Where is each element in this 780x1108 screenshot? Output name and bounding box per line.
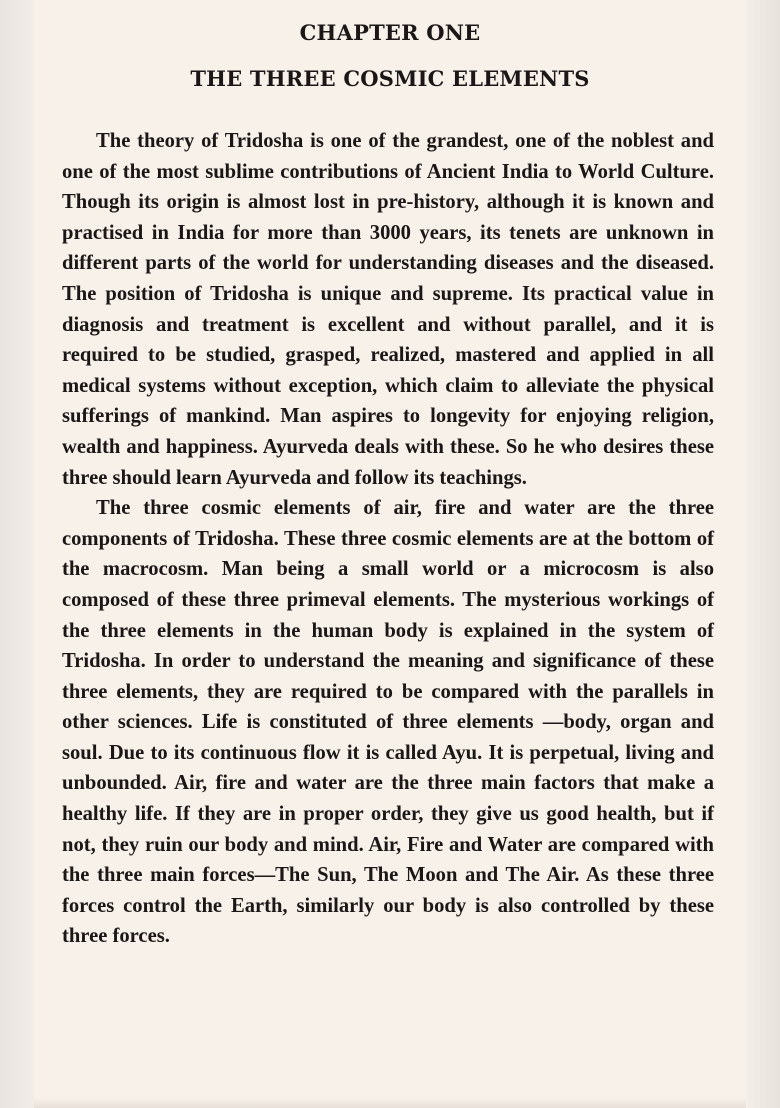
book-page xyxy=(34,0,746,1108)
chapter-heading: CHAPTER ONE xyxy=(299,20,481,45)
left-margin xyxy=(0,0,34,1108)
page-bottom-edge xyxy=(34,1098,746,1108)
right-margin xyxy=(746,0,780,1108)
paragraph-1: The theory of Tridosha is one of the grandest, one of the noblest and one of the most sublime contributions of Ancient India to World Culture. Though its origin is almost lost in pre-history, although it is known and practised in India for more than 3000 years, its tenets are unknown in different parts of the world for understanding diseases and the diseased. The position of Tridosha is unique and supreme. Its practical value in diagnosis and treatment is excellent and without parallel, and it is required to be studied, grasped, realized, mastered and applied in all medical systems without exception, which claim to alleviate the physical sufferings of mankind. Man aspires to longevity for enjoying religion, wealth and happiness. Ayurveda deals with these. So he who desires these three should learn Ayurveda and follow its teachings. xyxy=(62,130,714,489)
paragraph-2: The three cosmic elements of air, fire and water are the three components of Tridosha. These three cosmic elements are at the bottom of the macrocosm. Man being a small world or a microcosm is also composed of these three primeval elements. The mysterious workings of the three elements in the human body is explained in the system of Tridosha. In order to understand the meaning and significance of these three elements, they are required to be compared with the parallels in other sciences. Life is constituted of three elements —body, organ and soul. Due to its continuous flow it is called Ayu. It is perpetual, living and unbounded. Air, fire and water are the three main factors that make a healthy life. If they are in proper order, they give us good health, but if not, they ruin our body and mind. Air, Fire and Water are compared with the three main forces—The Sun, The Moon and The Air. As these three forces control the Earth, similarly our body is also controlled by these three forces. xyxy=(62,497,714,948)
chapter-body xyxy=(62,126,714,952)
chapter-title: THE THREE COSMIC ELEMENTS xyxy=(190,66,590,91)
